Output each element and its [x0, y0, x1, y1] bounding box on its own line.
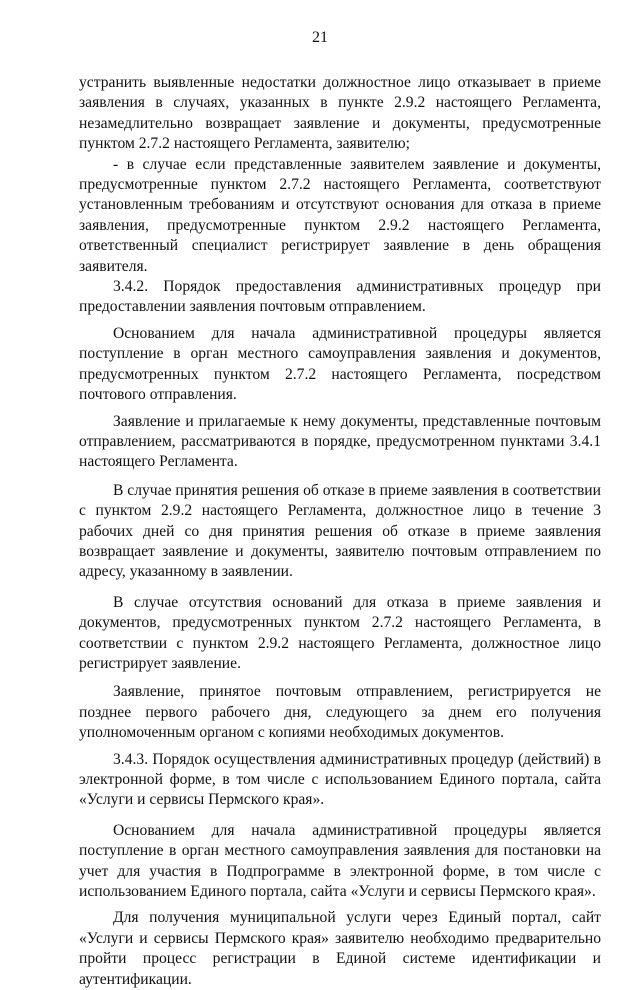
section-heading-3-4-2: 3.4.2. Порядок предоставления административных процедур при предоставлении заявления почтовым отправлением. — [79, 278, 601, 316]
paragraph-postal-refusal: В случае принятия решения об отказе в приеме заявления в соответствии с пунктом 2.9.2 настоящего Регламента, должностное лицо в течение 3 рабочих дней со дня принятия решения об отказе в приеме заявления возвращает заявление и документы, заявителю почтовым отправлением по адресу, указанному в заявлении. — [79, 481, 601, 581]
paragraph-continuation: устранить выявленные недостатки должностное лицо отказывает в приеме заявления в случаях, указанных в пункте 2.9.2 настоящего Регламента, незамедлительно возвращает заявление и документы, предусмотренные пунктом 2.7.2 настоящего Регламента, заявителю; — [79, 74, 601, 153]
paragraph-postal-basis: Основанием для начала административной процедуры является поступление в орган местного самоуправления заявления и документов, предусмотренных пунктом 2.7.2 настоящего Регламента, посредством почтового отправления. — [79, 324, 601, 404]
paragraph-portal-registration: Для получения муниципальной услуги через Единый портал, сайт «Услуги и сервисы Пермского края» заявителю необходимо предварительно пройти процесс регистрации в Единой системе идентификации и аутентификации. — [79, 909, 601, 988]
paragraph-postal-review: Заявление и прилагаемые к нему документы, представленные почтовым отправлением, рассматриваются в порядке, предусмотренном пунктами 3.4.1 настоящего Регламента. — [79, 412, 601, 471]
page-number: 21 — [312, 29, 328, 46]
paragraph-registration-case: - в случае если представленные заявителем заявление и документы, предусмотренные пунктом 2.7.2 настоящего Регламента, соответствуют установленным требованиям и отсутствуют основания для отказа в приеме заявления, предусмотренные пунктом 2.9.2 настоящего Регламента, ответственный специалист регистрирует заявление в день обращения заявителя. — [79, 155, 601, 275]
section-heading-3-4-3: 3.4.3. Порядок осуществления административных процедур (действий) в электронной форме, в том числе с использованием Единого портала, сайта «Услуги и сервисы Пермского края». — [79, 750, 601, 809]
paragraph-postal-registration-deadline: Заявление, принятое почтовым отправлением, регистрируется не позднее первого рабочего дня, следующего за днем его получения уполномоченным органом с копиями необходимых документов. — [79, 683, 601, 742]
paragraph-electronic-basis: Основанием для начала административной процедуры является поступление в орган местного самоуправления заявления для постановки на учет для участия в Подпрограмме в электронной форме, в том числе с использованием Единого портала, сайта «Услуги и сервисы Пермского края». — [79, 821, 601, 901]
document-body — [79, 73, 601, 990]
paragraph-postal-acceptance: В случае отсутствия оснований для отказа в приеме заявления и документов, предусмотренных пунктом 2.7.2 настоящего Регламента, в соответствии с пунктом 2.9.2 настоящего Регламента, должностное лицо регистрирует заявление. — [79, 593, 601, 672]
